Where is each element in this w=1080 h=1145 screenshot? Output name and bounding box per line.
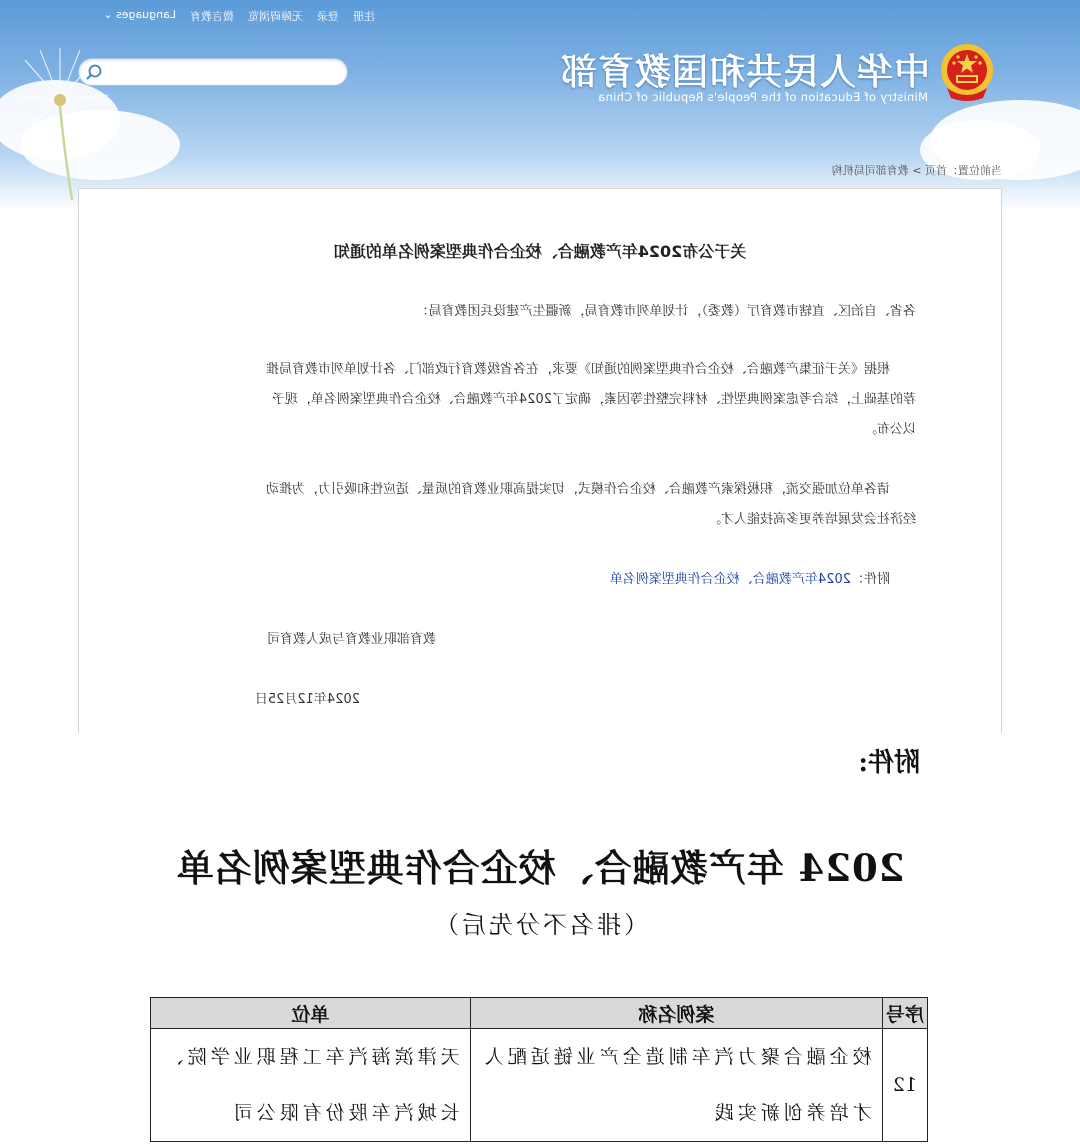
attachment-link[interactable]: 2024年产教融合、校企合作典型案例名单 <box>609 572 851 587</box>
register-link[interactable]: 注册 <box>353 10 375 23</box>
cell-unit <box>150 1029 470 1142</box>
cell-no: 12 <box>882 1029 927 1142</box>
notice-paragraph-1-cont <box>272 385 916 445</box>
notice-paragraph-1-line: 荐的基础上，综合考虑案例典型性、材料完整性等因素，确定了2024年产教融合、校企合作典型案例名单，现予 <box>271 392 916 407</box>
case-table <box>150 997 928 1142</box>
notice-paragraph-2 <box>266 475 916 505</box>
notice-salutation: 各省、自治区、直辖市教育厅（教委），计划单列市教育局，新疆生产建设兵团教育局： <box>415 304 916 319</box>
header-case-name: 案例名称 <box>470 998 882 1029</box>
notice-panel <box>78 188 1002 733</box>
attachment-prefix: 附件： <box>850 572 890 587</box>
header-unit: 单位 <box>150 998 470 1029</box>
unit-line: 长城汽车股份有限公司 <box>229 1102 460 1124</box>
case-name-line: 校企融合聚力汽车制造全产业链适配人 <box>480 1046 872 1068</box>
table-header-row <box>150 998 927 1029</box>
notice-paragraph-1 <box>266 355 916 385</box>
languages-menu[interactable] <box>103 8 176 26</box>
languages-label: Languages <box>115 8 176 21</box>
site-subtitle: Ministry of Education of the People's Republic of China <box>597 90 928 104</box>
case-name-line: 才培养创新实践 <box>710 1102 872 1124</box>
site-title: 中华人民共和国教育部 <box>559 52 930 93</box>
notice-paragraph-2-line: 经济社会发展培养更多高技能人才。 <box>707 512 916 527</box>
notice-title: 关于公布2024年产教融合、校企合作典型案例名单的通知 <box>333 242 747 261</box>
weiyan-link[interactable]: 微言教育 <box>190 10 234 23</box>
notice-attachment <box>610 565 890 595</box>
attachment-label: 附件: <box>858 748 920 778</box>
notice-paragraph-1-line: 根据《关于征集产教融合、校企合作典型案例的通知》要求，在各省级教育行政部门、各计划单列市教育局推 <box>265 362 890 377</box>
attachment-subtitle: （排名不分先后） <box>432 911 648 939</box>
notice-paragraph-2-line: 请各单位加强交流，积极探索产教融合、校企合作模式，切实提高职业教育的质量、适应性和吸引力，为推动 <box>265 482 890 497</box>
login-link[interactable]: 登录 <box>317 10 339 23</box>
notice-paragraph-1-line: 以公布。 <box>863 422 916 437</box>
unit-line: 天津滨海汽车工程职业学院、 <box>160 1046 460 1068</box>
accessible-link[interactable]: 无障碍浏览 <box>248 10 303 23</box>
chevron-down-icon: ⌄ <box>103 8 113 21</box>
cell-case-name <box>470 1029 882 1142</box>
site-header-banner <box>0 0 1080 210</box>
attachment-title: 2024 年产教融合、校企合作典型案例名单 <box>175 846 905 890</box>
top-nav <box>103 8 375 26</box>
national-emblem-icon <box>939 42 995 104</box>
breadcrumb: 当前位置：首页 > 教育部司局机构 <box>831 164 1002 177</box>
notice-paragraph-2-cont <box>708 505 916 535</box>
header-no: 序号 <box>882 998 927 1029</box>
table-row <box>150 1029 927 1142</box>
dandelion-decoration-icon <box>0 40 120 200</box>
notice-date: 2024年12月25日 <box>254 692 360 707</box>
notice-signature: 教育部职业教育与成人教育司 <box>266 632 436 647</box>
